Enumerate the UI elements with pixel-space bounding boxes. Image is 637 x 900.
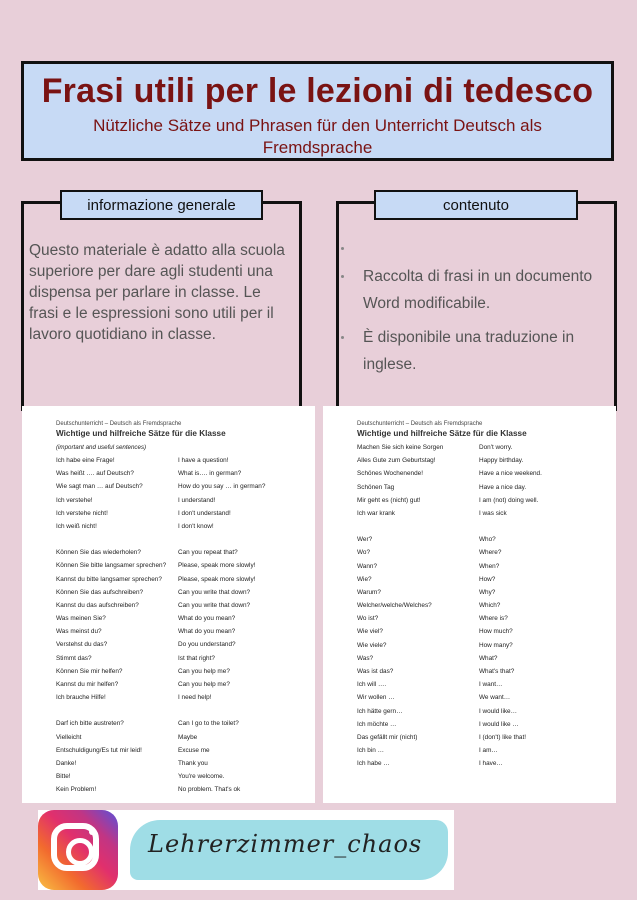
- phrase-row: [56, 494, 297, 507]
- english-phrase: Can you repeat that?: [178, 549, 238, 557]
- german-phrase: Stimmt das?: [56, 654, 92, 662]
- phrase-row: [56, 625, 297, 638]
- phrase-row: [357, 481, 598, 494]
- document-preview-right: [323, 406, 616, 803]
- content-item: Raccolta di frasi in un documento Word modificabile.: [341, 263, 603, 317]
- phrase-row: [357, 533, 598, 546]
- english-phrase: I have…: [479, 760, 503, 768]
- english-phrase: Happy birthday.: [479, 457, 524, 465]
- content-list: [341, 241, 603, 385]
- english-phrase: I was sick: [479, 509, 507, 517]
- page-title: Frasi utili per le lezioni di tedesco: [41, 72, 594, 110]
- english-phrase: Excuse me: [178, 746, 210, 754]
- phrase-row: [357, 625, 598, 638]
- english-phrase: I don't know!: [178, 522, 214, 530]
- phrase-row: [56, 507, 297, 520]
- phrase-row: [56, 717, 297, 730]
- german-phrase: Was meinst du?: [56, 628, 102, 636]
- phrase-row: [56, 770, 297, 783]
- phrase-row: [357, 494, 598, 507]
- german-phrase: Was?: [357, 654, 374, 662]
- phrase-row: [56, 454, 297, 467]
- phrase-row: [56, 520, 297, 533]
- phrase-row: [56, 744, 297, 757]
- content-item: È disponibile una traduzione in inglese.: [341, 324, 603, 378]
- german-phrase: Ich will ….: [357, 681, 387, 689]
- sheet-header: Deutschunterricht – Deutsch als Fremdsprache: [357, 421, 483, 427]
- english-phrase: How do you say … in german?: [178, 483, 266, 491]
- german-phrase: Wo ist?: [357, 615, 379, 623]
- english-phrase: You're welcome.: [178, 773, 225, 781]
- phrase-row: [56, 731, 297, 744]
- german-phrase: Ich brauche Hilfe!: [56, 694, 106, 702]
- english-phrase: Ist that right?: [178, 654, 215, 662]
- phrase-row: [357, 639, 598, 652]
- phrase-row: [56, 559, 297, 572]
- english-phrase: I have a question!: [178, 457, 229, 464]
- german-phrase: Können Sie das wiederholen?: [56, 549, 141, 557]
- german-phrase: Was heißt …. auf Deutsch?: [56, 470, 134, 478]
- german-phrase: Kannst du bitte langsamer sprechen?: [56, 575, 162, 583]
- german-phrase: Können Sie das aufschreiben?: [56, 588, 144, 596]
- german-phrase: Wie?: [357, 575, 372, 583]
- german-phrase: Vielleicht: [56, 733, 82, 741]
- german-phrase: Mir geht es (nicht) gut!: [357, 496, 421, 504]
- english-phrase: Can you write that down?: [178, 601, 251, 609]
- english-phrase: Can you help me?: [178, 667, 230, 675]
- phrase-row: [56, 573, 297, 586]
- english-phrase: I am…: [479, 747, 498, 755]
- german-phrase: Schönes Wochenende!: [357, 470, 423, 478]
- phrase-row: [357, 546, 598, 559]
- german-phrase: Ich hätte gern…: [357, 707, 403, 715]
- german-phrase: Bitte!: [56, 773, 71, 781]
- german-phrase: Wer?: [357, 536, 373, 544]
- german-phrase: Alles Gute zum Geburtstag!: [357, 457, 436, 465]
- phrase-row: [357, 599, 598, 612]
- english-phrase: Can you help me?: [178, 681, 230, 688]
- german-phrase: Können Sie bitte langsamer sprechen?: [56, 562, 167, 570]
- english-phrase: I would like…: [479, 707, 518, 715]
- english-phrase: Have a nice weekend.: [479, 470, 542, 478]
- phrase-row: [56, 665, 297, 678]
- title-box: [21, 61, 614, 161]
- phrase-row: [56, 757, 297, 770]
- german-phrase: Ich bin …: [357, 747, 384, 755]
- german-phrase: Verstehst du das?: [56, 641, 108, 649]
- phrase-row: [56, 691, 297, 704]
- german-phrase: Ich verstehe!: [56, 496, 93, 504]
- english-phrase: We want…: [479, 694, 511, 702]
- german-phrase: Wo?: [357, 549, 371, 557]
- german-phrase: Wie viele?: [357, 641, 387, 649]
- german-phrase: Ich möchte …: [357, 720, 397, 728]
- phrase-row: [56, 652, 297, 665]
- phrase-row: [357, 586, 598, 599]
- phrase-row: [56, 678, 297, 691]
- german-phrase: Entschuldigung/Es tut mir leid!: [56, 746, 142, 754]
- german-phrase: Darf ich bitte austreten?: [56, 720, 124, 728]
- phrase-row: [357, 507, 598, 520]
- phrase-row: [56, 612, 297, 625]
- sheet-header: Deutschunterricht – Deutsch als Fremdsprache: [56, 421, 182, 427]
- german-phrase: Wir wollen …: [357, 694, 395, 702]
- english-phrase: What do you mean?: [178, 615, 236, 623]
- sheet-note: (important and useful sentences): [56, 444, 147, 451]
- german-phrase: Wie sagt man … auf Deutsch?: [56, 483, 143, 491]
- english-phrase: I understand!: [178, 496, 216, 504]
- phrase-table: [56, 454, 297, 797]
- info-text: Questo materiale è adatto alla scuola superiore per dare agli studenti una dispensa per parlare in classe. Le frasi e le espressioni sono utili per il lavoro quotidiano in classe.: [29, 242, 285, 343]
- german-phrase: Kein Problem!: [56, 786, 97, 794]
- german-phrase: Kannst du das aufschreiben?: [56, 601, 139, 609]
- english-phrase: Where?: [479, 549, 502, 557]
- phrase-row: [56, 638, 297, 651]
- phrase-row: [357, 678, 598, 691]
- english-phrase: I am (not) doing well.: [479, 496, 539, 504]
- english-phrase: Do you understand?: [178, 641, 236, 649]
- english-phrase: Please, speak more slowly!: [178, 562, 256, 570]
- english-phrase: What?: [479, 654, 498, 662]
- phrase-row: [357, 744, 598, 757]
- german-phrase: Ich weiß nicht!: [56, 522, 97, 530]
- german-phrase: Das gefällt mir (nicht): [357, 733, 418, 741]
- phrase-row: [357, 573, 598, 586]
- english-phrase: Where is?: [479, 615, 508, 623]
- document-preview-left: [22, 406, 315, 803]
- phrase-row: [357, 705, 598, 718]
- english-phrase: How?: [479, 575, 496, 583]
- info-label: informazione generale: [60, 190, 263, 220]
- english-phrase: Have a nice day.: [479, 483, 527, 491]
- english-phrase: I want…: [479, 681, 503, 689]
- instagram-banner[interactable]: [38, 810, 454, 890]
- english-phrase: I need help!: [178, 694, 212, 702]
- german-phrase: Wie viel?: [357, 628, 383, 636]
- english-phrase: What is…. in german?: [178, 470, 242, 478]
- english-phrase: I would like …: [479, 720, 519, 728]
- phrase-row: [357, 665, 598, 678]
- english-phrase: Can I go to the toilet?: [178, 720, 239, 728]
- german-phrase: Kannst du mir helfen?: [56, 681, 119, 688]
- german-phrase: Wann?: [357, 562, 378, 570]
- english-phrase: Which?: [479, 602, 501, 610]
- phrase-row: [357, 757, 598, 770]
- english-phrase: Thank you: [178, 759, 208, 767]
- german-phrase: Warum?: [357, 588, 381, 596]
- german-phrase: Welcher/welche/Welches?: [357, 602, 432, 610]
- english-phrase: Please, speak more slowly!: [178, 575, 256, 583]
- phrase-table: [357, 441, 598, 771]
- english-phrase: Why?: [479, 588, 496, 596]
- phrase-row: [357, 467, 598, 480]
- phrase-row: [357, 441, 598, 454]
- english-phrase: What's that?: [479, 668, 515, 675]
- page-subtitle: Nützliche Sätze und Phrasen für den Unterricht Deutsch als Fremdsprache: [93, 116, 542, 157]
- german-phrase: Machen Sie sich keine Sorgen: [357, 444, 444, 451]
- phrase-row: [357, 691, 598, 704]
- german-phrase: Ich war krank: [357, 509, 396, 517]
- instagram-handle[interactable]: Lehrerzimmer_chaos: [148, 830, 423, 858]
- german-phrase: Was meinen Sie?: [56, 615, 106, 623]
- phrase-row: [56, 599, 297, 612]
- english-phrase: I don't understand!: [178, 509, 231, 517]
- german-phrase: Ich habe …: [357, 760, 390, 768]
- english-phrase: How many?: [479, 641, 513, 649]
- sheet-title: Wichtige und hilfreiche Sätze für die Klasse: [56, 429, 226, 438]
- english-phrase: How much?: [479, 628, 513, 636]
- german-phrase: Was ist das?: [357, 668, 394, 675]
- german-phrase: Können Sie mir helfen?: [56, 667, 123, 675]
- instagram-icon[interactable]: [38, 810, 118, 890]
- german-phrase: Ich habe eine Frage!: [56, 457, 115, 464]
- phrase-row: [357, 454, 598, 467]
- phrase-row: [56, 467, 297, 480]
- content-label: contenuto: [374, 190, 578, 220]
- phrase-row: [357, 560, 598, 573]
- phrase-row: [56, 586, 297, 599]
- english-phrase: I (don't) like that!: [479, 733, 527, 741]
- english-phrase: No problem. That's ok: [178, 786, 241, 794]
- german-phrase: Danke!: [56, 759, 77, 767]
- phrase-row: [56, 783, 297, 796]
- german-phrase: Ich verstehe nicht!: [56, 509, 108, 517]
- english-phrase: Can you write that down?: [178, 588, 251, 596]
- english-phrase: Don't worry.: [479, 444, 513, 451]
- phrase-row: [56, 546, 297, 559]
- phrase-row: [56, 480, 297, 493]
- german-phrase: Schönen Tag: [357, 483, 395, 491]
- english-phrase: When?: [479, 562, 500, 570]
- phrase-row: [357, 731, 598, 744]
- phrase-row: [357, 612, 598, 625]
- phrase-row: [357, 652, 598, 665]
- phrase-row: [357, 718, 598, 731]
- empty-bullet: [341, 241, 603, 263]
- english-phrase: Maybe: [178, 733, 198, 741]
- sheet-title: Wichtige und hilfreiche Sätze für die Klasse: [357, 429, 527, 438]
- english-phrase: What do you mean?: [178, 628, 236, 636]
- english-phrase: Who?: [479, 536, 496, 544]
